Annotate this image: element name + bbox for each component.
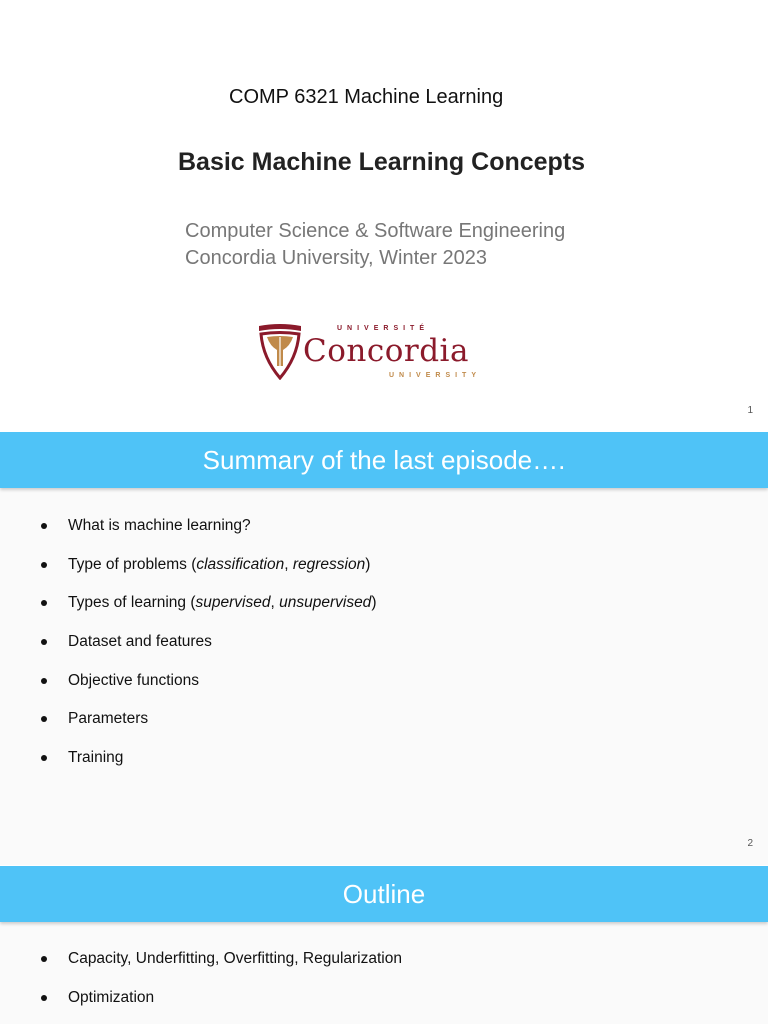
bullet-icon [41,600,47,606]
page-number: 2 [747,838,753,849]
bullet-icon [41,716,47,722]
list-item: Parameters [40,709,376,748]
list-item: Training [40,748,376,787]
list-item: Type of problems (classification, regression) [40,555,376,594]
concordia-logo [257,320,497,384]
list-item: Capacity, Underfitting, Overfitting, Regularization [40,949,402,988]
bullet-icon [41,523,47,529]
university-term-line: Concordia University, Winter 2023 [185,247,487,269]
logo-text-university: UNIVERSITY [389,372,482,379]
page-number: 1 [747,405,753,416]
slide-header: Summary of the last episode…. [0,432,768,488]
outline-bullet-list [40,949,402,1024]
concordia-emblem-icon [257,322,303,380]
list-item: What is machine learning? [40,516,376,555]
list-item: Types of learning (supervised, unsupervised) [40,593,376,632]
slide-header: Outline [0,866,768,922]
bullet-icon [41,995,47,1001]
department-info [185,218,565,272]
logo-wordmark: Concordia [303,333,469,369]
bullet-icon [41,755,47,761]
bullet-icon [41,956,47,962]
bullet-icon [41,639,47,645]
logo-text-universite: UNIVERSITÉ [337,325,430,332]
bullet-icon [41,562,47,568]
bullet-icon [41,678,47,684]
list-item: Optimization [40,988,402,1024]
list-item: Objective functions [40,671,376,710]
outline-slide [0,866,768,1024]
summary-bullet-list [40,516,376,787]
summary-slide [0,432,768,865]
title-slide [0,0,768,432]
course-name: COMP 6321 Machine Learning [229,86,504,108]
list-item: Dataset and features [40,632,376,671]
slide-title: Basic Machine Learning Concepts [178,148,586,176]
department-line: Computer Science & Software Engineering [185,220,566,242]
